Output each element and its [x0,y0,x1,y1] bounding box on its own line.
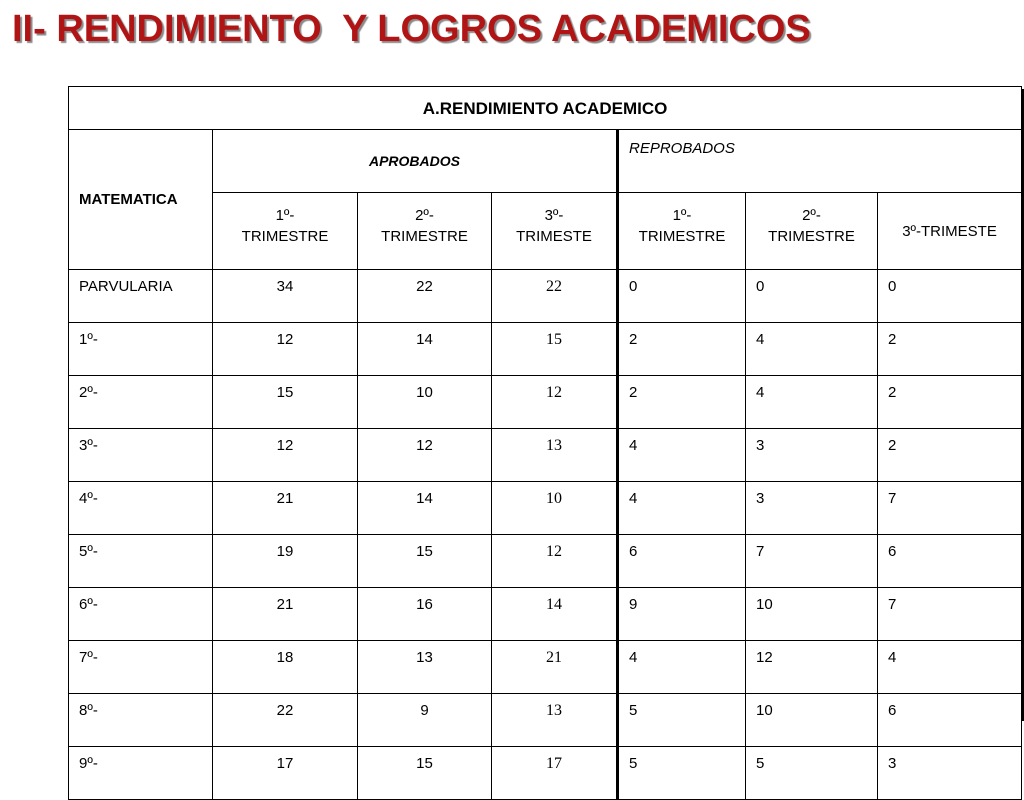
term-header: 3º- TRIMESTE [492,193,618,270]
table-row [69,641,1022,694]
table-cell: 15 [358,535,492,588]
failed-group-header: REPROBADOS [618,130,1022,193]
table-row [69,535,1022,588]
subject-header: MATEMATICA [69,130,213,270]
term-header: 1º- TRIMESTRE [618,193,746,270]
table-cell: 4 [618,641,746,694]
grade-label: 8º- [69,694,213,747]
grade-label: 1º- [69,323,213,376]
table-cell: 21 [492,641,618,694]
table-cell: 22 [492,270,618,323]
table-cell: 6 [878,535,1022,588]
table-cell: 16 [358,588,492,641]
table-cell: 17 [492,747,618,800]
table-cell: 4 [746,376,878,429]
table-cell: 0 [878,270,1022,323]
table-cell: 14 [492,588,618,641]
table-cell: 10 [358,376,492,429]
table-cell: 3 [746,429,878,482]
table-cell: 12 [746,641,878,694]
table-row [69,270,1022,323]
table-cell: 9 [618,588,746,641]
grade-label: 5º- [69,535,213,588]
term-header: 3º-TRIMESTE [878,193,1022,270]
table-cell: 5 [618,694,746,747]
table-cell: 3 [878,747,1022,800]
table-caption-row [69,87,1022,130]
table-cell: 21 [213,482,358,535]
table-cell: 13 [492,429,618,482]
table-cell: 5 [746,747,878,800]
table-cell: 15 [213,376,358,429]
grade-label: 3º- [69,429,213,482]
table-cell: 13 [358,641,492,694]
grade-label: 7º- [69,641,213,694]
term-header: 1º- TRIMESTRE [213,193,358,270]
term-header: 2º- TRIMESTRE [746,193,878,270]
page-title: II- RENDIMIENTO Y LOGROS ACADEMICOS [12,8,811,50]
table-cell: 10 [746,694,878,747]
group-header-row [69,130,1022,193]
table-cell: 0 [618,270,746,323]
performance-table-container [68,86,1021,772]
table-cell: 21 [213,588,358,641]
table-cell: 3 [746,482,878,535]
table-cell: 7 [878,588,1022,641]
table-cell: 18 [213,641,358,694]
table-cell: 22 [358,270,492,323]
academic-performance-table [68,86,1022,800]
table-cell: 34 [213,270,358,323]
table-cell: 12 [213,429,358,482]
table-cell: 4 [878,641,1022,694]
table-cell: 2 [878,376,1022,429]
table-row [69,588,1022,641]
term-header: 2º- TRIMESTRE [358,193,492,270]
table-cell: 15 [358,747,492,800]
table-cell: 12 [492,376,618,429]
table-cell: 0 [746,270,878,323]
table-cell: 2 [878,323,1022,376]
table-row [69,376,1022,429]
table-cell: 14 [358,323,492,376]
table-cell: 15 [492,323,618,376]
table-cell: 13 [492,694,618,747]
table-caption: A.RENDIMIENTO ACADEMICO [69,87,1022,130]
table-cell: 14 [358,482,492,535]
table-cell: 6 [618,535,746,588]
grade-label: 2º- [69,376,213,429]
table-cell: 6 [878,694,1022,747]
grade-label: 4º- [69,482,213,535]
table-cell: 12 [492,535,618,588]
table-cell: 22 [213,694,358,747]
table-cell: 12 [213,323,358,376]
grade-label: PARVULARIA [69,270,213,323]
table-cell: 7 [878,482,1022,535]
table-cell: 19 [213,535,358,588]
table-cell: 10 [746,588,878,641]
table-cell: 17 [213,747,358,800]
table-cell: 12 [358,429,492,482]
table-cell: 2 [618,323,746,376]
table-row [69,694,1022,747]
table-cell: 9 [358,694,492,747]
table-cell: 10 [492,482,618,535]
approved-group-header: APROBADOS [213,130,618,193]
table-row [69,429,1022,482]
table-cell: 4 [746,323,878,376]
table-row [69,482,1022,535]
grade-label: 9º- [69,747,213,800]
table-cell: 4 [618,482,746,535]
table-cell: 2 [618,376,746,429]
table-cell: 2 [878,429,1022,482]
table-row [69,323,1022,376]
table-cell: 7 [746,535,878,588]
table-row [69,747,1022,800]
table-cell: 5 [618,747,746,800]
table-cell: 4 [618,429,746,482]
grade-label: 6º- [69,588,213,641]
